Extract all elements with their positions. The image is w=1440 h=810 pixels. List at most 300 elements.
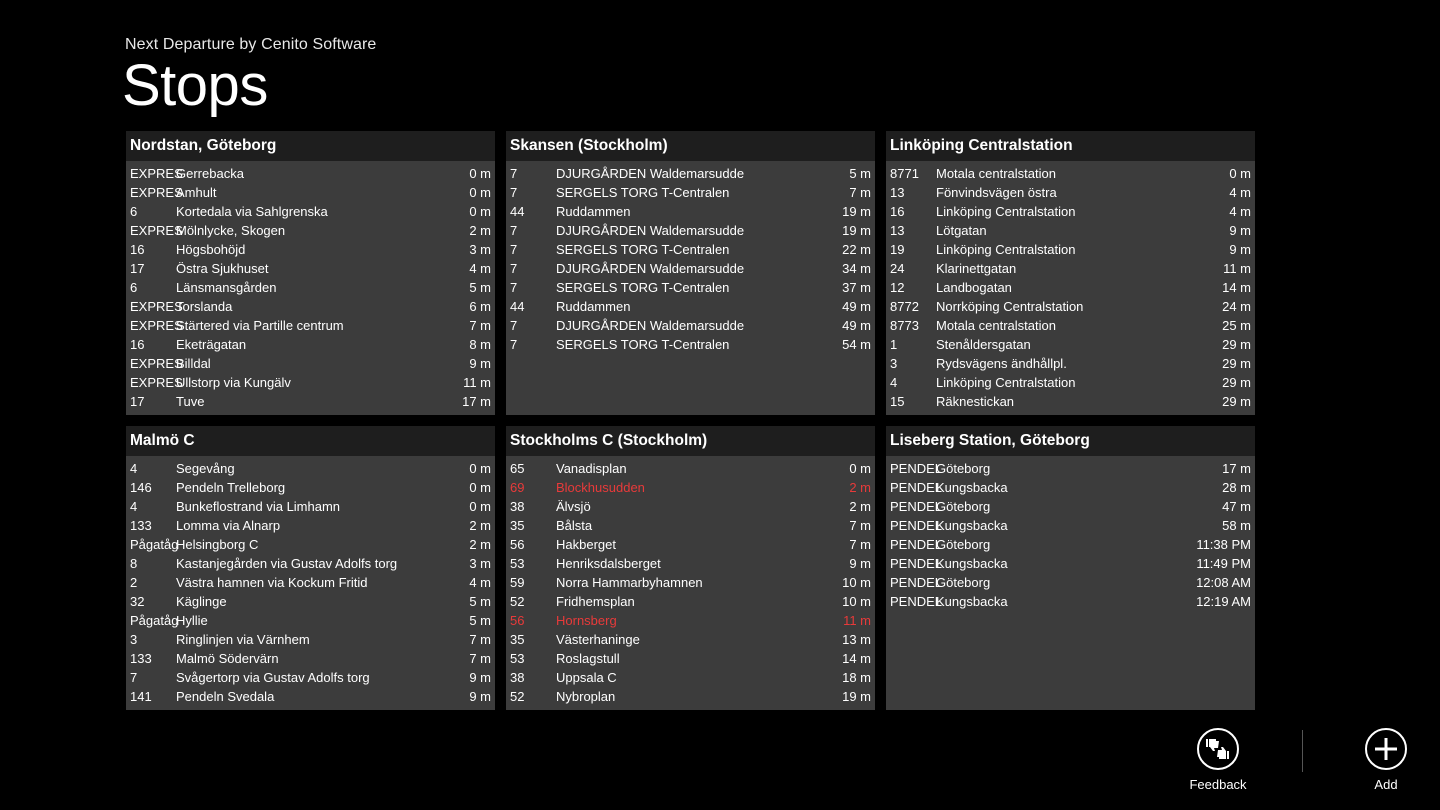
departure-time: 58 m xyxy=(1222,518,1251,533)
line-number: 56 xyxy=(510,537,525,552)
departure-time: 9 m xyxy=(1229,223,1251,238)
departure-row[interactable] xyxy=(126,259,495,278)
departure-time: 11:38 PM xyxy=(1196,537,1251,552)
line-number: 15 xyxy=(890,394,905,409)
departure-row[interactable] xyxy=(886,202,1255,221)
departure-row[interactable] xyxy=(126,573,495,592)
plus-icon xyxy=(1365,728,1407,770)
departure-time: 25 m xyxy=(1222,318,1251,333)
departure-time: 0 m xyxy=(469,166,491,181)
departure-time: 5 m xyxy=(469,594,491,609)
line-number: 6 xyxy=(130,280,138,295)
line-number: 52 xyxy=(510,594,525,609)
line-number: 35 xyxy=(510,518,525,533)
departure-time: 0 m xyxy=(469,461,491,476)
line-number: 52 xyxy=(510,689,525,704)
destination: Amhult xyxy=(176,185,217,200)
departure-row[interactable] xyxy=(506,478,875,497)
departure-row[interactable] xyxy=(886,516,1255,535)
departure-row[interactable] xyxy=(126,592,495,611)
destination: Vanadisplan xyxy=(556,461,627,476)
stop-tile[interactable] xyxy=(126,426,495,710)
departure-time: 3 m xyxy=(469,556,491,571)
departure-row[interactable] xyxy=(126,183,495,202)
destination: DJURGÅRDEN Waldemarsudde xyxy=(556,223,745,238)
departure-row[interactable] xyxy=(886,392,1255,411)
departure-row[interactable] xyxy=(126,668,495,687)
line-number: PENDEL xyxy=(890,594,943,609)
stop-name: Stockholms C (Stockholm) xyxy=(506,426,875,456)
departure-time: 9 m xyxy=(469,670,491,685)
departure-row[interactable] xyxy=(506,164,875,183)
destination: SERGELS TORG T-Centralen xyxy=(556,280,730,295)
departure-row[interactable] xyxy=(886,497,1255,516)
departure-row[interactable] xyxy=(886,373,1255,392)
departure-time: 9 m xyxy=(849,556,871,571)
departure-row[interactable] xyxy=(886,297,1255,316)
departure-time: 13 m xyxy=(842,632,871,647)
departure-time: 37 m xyxy=(842,280,871,295)
line-number: 3 xyxy=(130,632,138,647)
destination: Länsmansgården xyxy=(176,280,277,295)
destination: Mölnlycke, Skogen xyxy=(176,223,286,238)
departure-time: 49 m xyxy=(842,318,871,333)
departure-time: 4 m xyxy=(1229,185,1251,200)
departure-row[interactable] xyxy=(126,164,495,183)
departure-row[interactable] xyxy=(126,478,495,497)
line-number: 6 xyxy=(130,204,138,219)
destination: Uppsala C xyxy=(556,670,617,685)
destination: Segevång xyxy=(176,461,235,476)
departure-time: 54 m xyxy=(842,337,871,352)
destination: Kungsbacka xyxy=(936,480,1008,495)
destination: SERGELS TORG T-Centralen xyxy=(556,242,730,257)
destination: DJURGÅRDEN Waldemarsudde xyxy=(556,166,745,181)
departure-time: 4 m xyxy=(469,261,491,276)
line-number: PENDEL xyxy=(890,575,943,590)
departure-row[interactable] xyxy=(506,649,875,668)
line-number: 53 xyxy=(510,556,525,571)
departure-time: 12:08 AM xyxy=(1196,575,1251,590)
departure-time: 11:49 PM xyxy=(1196,556,1251,571)
departure-row[interactable] xyxy=(126,649,495,668)
line-number: 7 xyxy=(510,318,518,333)
thumbs-up-down-icon xyxy=(1197,728,1239,770)
destination: Roslagstull xyxy=(556,651,620,666)
destination: Eketrägatan xyxy=(176,337,247,352)
page-title: Stops xyxy=(122,53,268,118)
departure-row[interactable] xyxy=(886,278,1255,297)
destination: Hakberget xyxy=(556,537,616,552)
stop-name: Nordstan, Göteborg xyxy=(126,131,495,161)
departure-time: 0 m xyxy=(469,480,491,495)
line-number: 69 xyxy=(510,480,525,495)
line-number: 7 xyxy=(510,337,518,352)
departure-row[interactable] xyxy=(126,297,495,316)
departure-time: 29 m xyxy=(1222,375,1251,390)
departure-row[interactable] xyxy=(506,592,875,611)
departure-row[interactable] xyxy=(506,535,875,554)
destination: Helsingborg C xyxy=(176,537,259,552)
departure-row[interactable] xyxy=(126,316,495,335)
line-number: 133 xyxy=(130,518,152,533)
departure-row[interactable] xyxy=(126,202,495,221)
departure-time: 29 m xyxy=(1222,337,1251,352)
departure-time: 24 m xyxy=(1222,299,1251,314)
destination: Västra hamnen via Kockum Fritid xyxy=(176,575,368,590)
line-number: EXPRES xyxy=(130,318,183,333)
line-number: EXPRES xyxy=(130,223,183,238)
line-number: 17 xyxy=(130,261,145,276)
line-number: 7 xyxy=(510,166,518,181)
departure-time: 2 m xyxy=(469,537,491,552)
departure-time: 34 m xyxy=(842,261,871,276)
departure-row[interactable] xyxy=(506,630,875,649)
destination: Billdal xyxy=(176,356,211,371)
departure-time: 9 m xyxy=(469,356,491,371)
departure-list xyxy=(886,456,1255,710)
departure-row[interactable] xyxy=(886,478,1255,497)
departure-time: 0 m xyxy=(469,499,491,514)
destination: Göteborg xyxy=(936,537,991,552)
departure-row[interactable] xyxy=(126,335,495,354)
line-number: 32 xyxy=(130,594,145,609)
stop-name: Skansen (Stockholm) xyxy=(506,131,875,161)
departure-time: 8 m xyxy=(469,337,491,352)
line-number: EXPRES xyxy=(130,375,183,390)
line-number: 56 xyxy=(510,613,525,628)
line-number: PENDEL xyxy=(890,480,943,495)
destination: Östra Sjukhuset xyxy=(176,261,269,276)
line-number: 7 xyxy=(510,261,518,276)
departure-time: 5 m xyxy=(469,613,491,628)
line-number: EXPRES xyxy=(130,185,183,200)
departure-row[interactable] xyxy=(886,592,1255,611)
destination: Kungsbacka xyxy=(936,518,1008,533)
departure-list xyxy=(886,161,1255,415)
stop-name: Liseberg Station, Göteborg xyxy=(886,426,1255,456)
stops-grid xyxy=(126,131,1255,710)
departure-row[interactable] xyxy=(886,240,1255,259)
line-number: 2 xyxy=(130,575,138,590)
departure-row[interactable] xyxy=(126,278,495,297)
departure-time: 19 m xyxy=(842,689,871,704)
line-number: 4 xyxy=(130,461,138,476)
destination: Rydsvägens ändhållpl. xyxy=(936,356,1067,371)
destination: Käglinge xyxy=(176,594,227,609)
line-number: 38 xyxy=(510,499,525,514)
destination: Ringlinjen via Värnhem xyxy=(176,632,310,647)
departure-row[interactable] xyxy=(886,459,1255,478)
departure-row[interactable] xyxy=(886,573,1255,592)
stop-tile[interactable] xyxy=(886,426,1255,710)
departure-time: 9 m xyxy=(469,689,491,704)
destination: Fönvindsvägen östra xyxy=(936,185,1057,200)
departure-time: 2 m xyxy=(849,499,871,514)
destination: Motala centralstation xyxy=(936,166,1056,181)
departure-time: 19 m xyxy=(842,204,871,219)
line-number: 1 xyxy=(890,337,898,352)
line-number: 7 xyxy=(510,280,518,295)
destination: Norrköping Centralstation xyxy=(936,299,1084,314)
line-number: 53 xyxy=(510,651,525,666)
destination: Kungsbacka xyxy=(936,594,1008,609)
departure-time: 12:19 AM xyxy=(1196,594,1251,609)
line-number: 8771 xyxy=(890,166,919,181)
departure-row[interactable] xyxy=(506,183,875,202)
line-number: 38 xyxy=(510,670,525,685)
destination: Göteborg xyxy=(936,575,991,590)
departure-time: 7 m xyxy=(469,651,491,666)
feedback-label: Feedback xyxy=(1189,777,1247,792)
line-number: 7 xyxy=(510,185,518,200)
departure-time: 11 m xyxy=(1223,261,1251,276)
departure-time: 9 m xyxy=(1229,242,1251,257)
departure-time: 6 m xyxy=(469,299,491,314)
departure-time: 47 m xyxy=(1222,499,1251,514)
destination: Svågertorp via Gustav Adolfs torg xyxy=(176,670,370,685)
line-number: 24 xyxy=(890,261,905,276)
line-number: Pågatåg xyxy=(130,613,179,628)
line-number: 16 xyxy=(890,204,905,219)
departure-time: 22 m xyxy=(842,242,871,257)
add-button[interactable] xyxy=(1336,728,1436,792)
departure-row[interactable] xyxy=(506,240,875,259)
departure-row[interactable] xyxy=(886,221,1255,240)
line-number: PENDEL xyxy=(890,556,943,571)
departure-time: 0 m xyxy=(469,204,491,219)
departure-time: 17 m xyxy=(462,394,491,409)
departure-row[interactable] xyxy=(126,459,495,478)
departure-time: 10 m xyxy=(842,575,871,590)
departure-time: 18 m xyxy=(842,670,871,685)
departure-row[interactable] xyxy=(886,259,1255,278)
departure-row[interactable] xyxy=(126,373,495,392)
departure-list xyxy=(506,161,875,415)
departure-row[interactable] xyxy=(506,335,875,354)
destination: Bunkeflostrand via Limhamn xyxy=(176,499,341,514)
departure-time: 14 m xyxy=(842,651,871,666)
destination: Älvsjö xyxy=(556,499,591,514)
departure-row[interactable] xyxy=(886,183,1255,202)
line-number: EXPRES xyxy=(130,299,183,314)
departure-time: 0 m xyxy=(849,461,871,476)
departure-row[interactable] xyxy=(126,516,495,535)
departure-row[interactable] xyxy=(506,202,875,221)
line-number: 8 xyxy=(130,556,138,571)
destination: Kungsbacka xyxy=(936,556,1008,571)
stop-tile[interactable] xyxy=(886,131,1255,415)
destination: Hornsberg xyxy=(556,613,617,628)
departure-time: 4 m xyxy=(469,575,491,590)
departure-time: 17 m xyxy=(1222,461,1251,476)
line-number: 35 xyxy=(510,632,525,647)
departure-time: 7 m xyxy=(469,318,491,333)
line-number: 3 xyxy=(890,356,898,371)
departure-row[interactable] xyxy=(506,554,875,573)
departure-row[interactable] xyxy=(506,316,875,335)
departure-list xyxy=(126,161,495,415)
destination: Västerhaninge xyxy=(556,632,640,647)
departure-row[interactable] xyxy=(126,687,495,706)
destination: Linköping Centralstation xyxy=(936,375,1076,390)
feedback-button[interactable] xyxy=(1168,728,1268,792)
departure-row[interactable] xyxy=(506,611,875,630)
destination: Stenåldersgatan xyxy=(936,337,1031,352)
destination: Göteborg xyxy=(936,499,991,514)
destination: Landbogatan xyxy=(936,280,1012,295)
destination: Göteborg xyxy=(936,461,991,476)
departure-time: 5 m xyxy=(469,280,491,295)
departure-time: 10 m xyxy=(842,594,871,609)
departure-row[interactable] xyxy=(126,497,495,516)
line-number: 7 xyxy=(510,223,518,238)
line-number: 12 xyxy=(890,280,905,295)
departure-row[interactable] xyxy=(126,392,495,411)
line-number: 4 xyxy=(130,499,138,514)
departure-row[interactable] xyxy=(126,630,495,649)
destination: Linköping Centralstation xyxy=(936,204,1076,219)
add-label: Add xyxy=(1374,777,1398,792)
destination: Fridhemsplan xyxy=(556,594,635,609)
departure-row[interactable] xyxy=(506,459,875,478)
departure-row[interactable] xyxy=(126,354,495,373)
departure-row[interactable] xyxy=(126,221,495,240)
destination: Lomma via Alnarp xyxy=(176,518,281,533)
line-number: 133 xyxy=(130,651,152,666)
line-number: 7 xyxy=(130,670,138,685)
line-number: EXPRES xyxy=(130,356,183,371)
destination: Hyllie xyxy=(176,613,208,628)
departure-time: 5 m xyxy=(849,166,871,181)
destination: DJURGÅRDEN Waldemarsudde xyxy=(556,318,745,333)
destination: Henriksdalsberget xyxy=(556,556,661,571)
destination: Gerrebacka xyxy=(176,166,244,181)
departure-time: 2 m xyxy=(469,518,491,533)
departure-row[interactable] xyxy=(126,240,495,259)
departure-list xyxy=(126,456,495,710)
departure-row[interactable] xyxy=(886,554,1255,573)
stop-name: Linköping Centralstation xyxy=(886,131,1255,161)
stop-tile[interactable] xyxy=(126,131,495,415)
departure-row[interactable] xyxy=(506,516,875,535)
departure-time: 7 m xyxy=(469,632,491,647)
departure-time: 7 m xyxy=(849,537,871,552)
destination: Motala centralstation xyxy=(936,318,1056,333)
departure-time: 29 m xyxy=(1222,394,1251,409)
departure-time: 11 m xyxy=(843,613,871,628)
destination: Malmö Södervärn xyxy=(176,651,279,666)
departure-row[interactable] xyxy=(506,573,875,592)
line-number: 19 xyxy=(890,242,905,257)
line-number: EXPRES xyxy=(130,166,183,181)
line-number: 8772 xyxy=(890,299,919,314)
departure-time: 7 m xyxy=(849,185,871,200)
departure-row[interactable] xyxy=(506,221,875,240)
destination: Kastanjegården via Gustav Adolfs torg xyxy=(176,556,398,571)
destination: Stärtered via Partille centrum xyxy=(176,318,344,333)
stop-tile[interactable] xyxy=(506,426,875,710)
departure-row[interactable] xyxy=(886,354,1255,373)
departure-row[interactable] xyxy=(886,335,1255,354)
departure-list xyxy=(506,456,875,710)
departure-time: 3 m xyxy=(469,242,491,257)
departure-time: 14 m xyxy=(1222,280,1251,295)
appbar-separator xyxy=(1302,730,1303,772)
line-number: Pågatåg xyxy=(130,537,179,552)
destination: Ruddammen xyxy=(556,204,631,219)
line-number: 44 xyxy=(510,204,525,219)
line-number: PENDEL xyxy=(890,537,943,552)
line-number: 4 xyxy=(890,375,898,390)
destination: Torslanda xyxy=(176,299,233,314)
departure-time: 0 m xyxy=(1229,166,1251,181)
departure-time: 4 m xyxy=(1229,204,1251,219)
destination: Pendeln Svedala xyxy=(176,689,275,704)
line-number: 44 xyxy=(510,299,525,314)
destination: Räknestickan xyxy=(936,394,1015,409)
departure-time: 19 m xyxy=(842,223,871,238)
destination: Norra Hammarbyhamnen xyxy=(556,575,703,590)
line-number: 17 xyxy=(130,394,145,409)
departure-row[interactable] xyxy=(506,297,875,316)
destination: Bålsta xyxy=(556,518,593,533)
destination: Blockhusudden xyxy=(556,480,645,495)
departure-row[interactable] xyxy=(506,497,875,516)
departure-row[interactable] xyxy=(126,611,495,630)
destination: SERGELS TORG T-Centralen xyxy=(556,337,730,352)
line-number: 8773 xyxy=(890,318,919,333)
destination: Tuve xyxy=(176,394,205,409)
departure-time: 2 m xyxy=(849,480,871,495)
departure-row[interactable] xyxy=(126,554,495,573)
departure-time: 29 m xyxy=(1222,356,1251,371)
line-number: PENDEL xyxy=(890,499,943,514)
departure-row[interactable] xyxy=(506,278,875,297)
destination: Högsbohöjd xyxy=(176,242,246,257)
destination: Lötgatan xyxy=(936,223,987,238)
line-number: 16 xyxy=(130,242,145,257)
line-number: 13 xyxy=(890,185,905,200)
departure-row[interactable] xyxy=(886,316,1255,335)
departure-time: 2 m xyxy=(469,223,491,238)
departure-row[interactable] xyxy=(126,535,495,554)
stop-name: Malmö C xyxy=(126,426,495,456)
stop-tile[interactable] xyxy=(506,131,875,415)
line-number: 141 xyxy=(130,689,152,704)
line-number: PENDEL xyxy=(890,518,943,533)
departure-row[interactable] xyxy=(506,259,875,278)
line-number: 16 xyxy=(130,337,145,352)
line-number: PENDEL xyxy=(890,461,943,476)
departure-row[interactable] xyxy=(506,687,875,706)
destination: Nybroplan xyxy=(556,689,616,704)
line-number: 7 xyxy=(510,242,518,257)
departure-row[interactable] xyxy=(506,668,875,687)
departure-time: 49 m xyxy=(842,299,871,314)
line-number: 13 xyxy=(890,223,905,238)
app-subtitle: Next Departure by Cenito Software xyxy=(125,36,377,53)
line-number: 65 xyxy=(510,461,525,476)
destination: DJURGÅRDEN Waldemarsudde xyxy=(556,261,745,276)
destination: Linköping Centralstation xyxy=(936,242,1076,257)
destination: Pendeln Trelleborg xyxy=(176,480,286,495)
destination: Ruddammen xyxy=(556,299,631,314)
departure-time: 7 m xyxy=(849,518,871,533)
departure-row[interactable] xyxy=(886,535,1255,554)
departure-row[interactable] xyxy=(886,164,1255,183)
departure-time: 0 m xyxy=(469,185,491,200)
